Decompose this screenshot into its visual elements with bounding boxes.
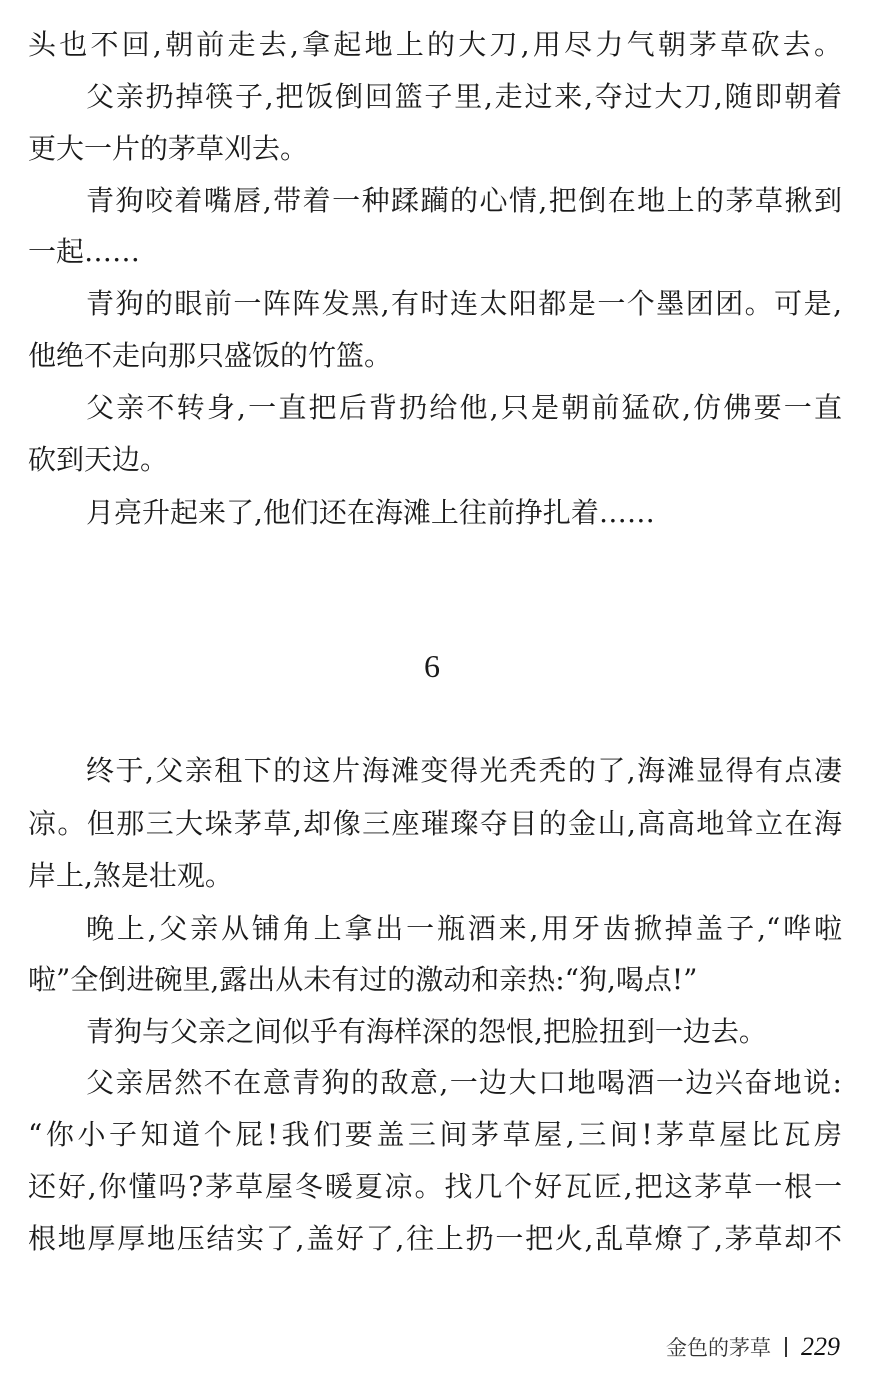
- page-number: 229: [801, 1332, 840, 1361]
- text-line: 头也不回,朝前走去,拿起地上的大刀,用尽力气朝茅草砍去。: [28, 28, 842, 61]
- text-line: 他绝不走向那只盛饭的竹篮。: [28, 339, 393, 372]
- running-title: 金色的茅草: [666, 1336, 771, 1360]
- paragraph-start: 终于,父亲租下的这片海滩变得光秃秃的了,海滩显得有点凄: [86, 754, 842, 787]
- text-line: 一起……: [28, 235, 141, 268]
- paragraph-start: 青狗咬着嘴唇,带着一种蹂躏的心情,把倒在地上的茅草揪到: [86, 184, 842, 217]
- text-line: 还好,你懂吗?茅草屋冬暖夏凉。找几个好瓦匠,把这茅草一根一: [28, 1170, 842, 1203]
- paragraph-start: 晚上,父亲从铺角上拿出一瓶酒来,用牙齿掀掉盖子,“哗啦: [86, 912, 842, 945]
- paragraph-start: 父亲居然不在意青狗的敌意,一边大口地喝酒一边兴奋地说:: [86, 1066, 842, 1099]
- chapter-number: 6: [424, 648, 440, 684]
- footer-divider: [785, 1337, 787, 1357]
- text-line: 砍到天边。: [28, 443, 169, 476]
- text-line: “你小子知道个屁!我们要盖三间茅草屋,三间!茅草屋比瓦房: [28, 1118, 842, 1151]
- paragraph-start: 青狗的眼前一阵阵发黑,有时连太阳都是一个墨团团。可是,: [86, 287, 842, 320]
- paragraph-start: 父亲扔掉筷子,把饭倒回篮子里,走过来,夺过大刀,随即朝着: [86, 80, 842, 113]
- text-line: 根地厚厚地压结实了,盖好了,往上扔一把火,乱草燎了,茅草却不: [28, 1222, 842, 1255]
- paragraph-start: 父亲不转身,一直把后背扔给他,只是朝前猛砍,仿佛要一直: [86, 391, 842, 424]
- text-line: 啦”全倒进碗里,露出从未有过的激动和亲热:“狗,喝点!”: [28, 963, 698, 996]
- page-footer: [666, 1332, 840, 1362]
- text-line: 岸上,煞是壮观。: [28, 859, 233, 892]
- paragraph-start: 青狗与父亲之间似乎有海样深的怨恨,把脸扭到一边去。: [86, 1015, 767, 1048]
- paragraph-start: 月亮升起来了,他们还在海滩上往前挣扎着……: [86, 496, 655, 529]
- text-line: 凉。但那三大垛茅草,却像三座璀璨夺目的金山,高高地耸立在海: [28, 807, 842, 840]
- text-line: 更大一片的茅草刈去。: [28, 132, 309, 165]
